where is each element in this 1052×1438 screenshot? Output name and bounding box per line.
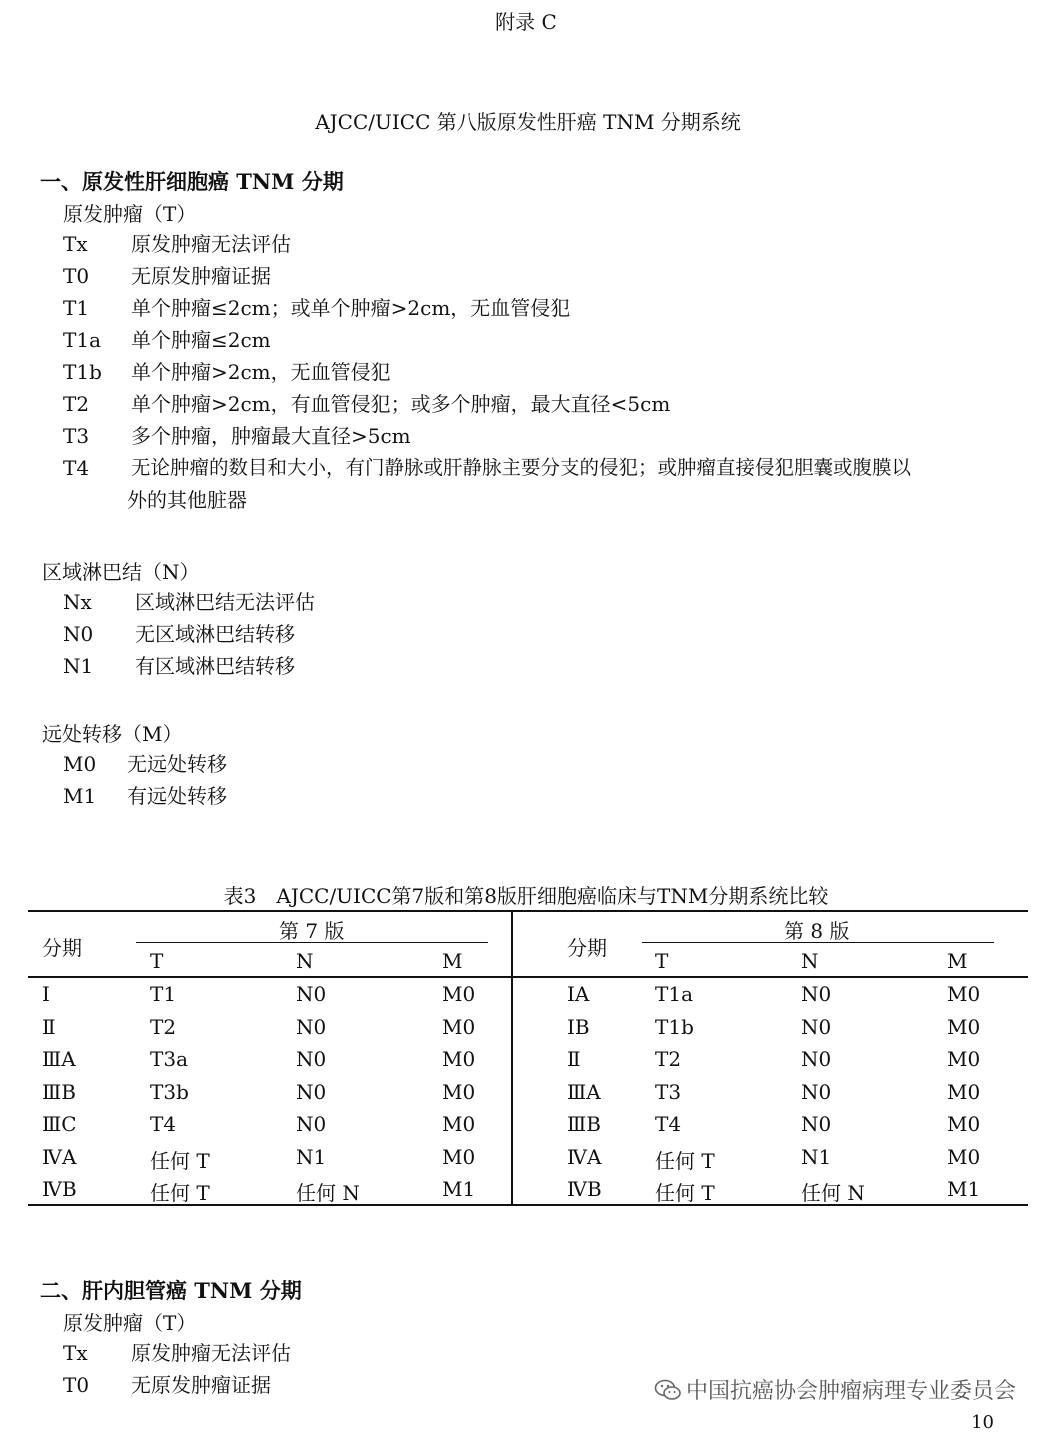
- table-center-divider: [511, 910, 513, 1206]
- right-cell: ⅢB: [567, 1112, 601, 1136]
- t-desc: 原发肿瘤无法评估: [131, 1341, 291, 1365]
- t-code: T1a: [63, 328, 101, 352]
- left-cell: M0: [442, 982, 476, 1006]
- right-col-n: N: [801, 949, 819, 973]
- left-cell: M0: [442, 1079, 476, 1104]
- right-cell: T2: [655, 1047, 682, 1071]
- right-cell: T1a: [655, 982, 693, 1006]
- document-title: AJCC/UICC 第八版原发性肝癌 TNM 分期系统: [315, 110, 741, 134]
- t-code: Tx: [63, 232, 88, 256]
- left-cell: M0: [442, 1047, 476, 1071]
- left-col-n: N: [296, 949, 314, 973]
- list-item: [63, 651, 563, 681]
- list-item: [63, 357, 1033, 387]
- right-cell: 任何 T: [655, 1148, 715, 1173]
- m-desc: 无远处转移: [127, 752, 227, 776]
- left-cell: T2: [150, 1014, 177, 1039]
- t-desc: 无原发肿瘤证据: [131, 1373, 271, 1397]
- list-item: [63, 293, 1033, 323]
- right-cell: N0: [801, 1079, 832, 1104]
- right-cell: T3: [655, 1079, 682, 1104]
- right-cell: T4: [655, 1112, 682, 1136]
- n-code: Nx: [63, 590, 92, 614]
- left-cell: 任何 N: [296, 1181, 360, 1205]
- right-cell: M0: [947, 1144, 981, 1169]
- t-code: T4: [63, 456, 90, 480]
- list-item-continuation: [63, 485, 1033, 515]
- right-cell: N0: [801, 1014, 832, 1039]
- right-cell: Ⅱ: [567, 1047, 581, 1071]
- t-desc: 单个肿瘤≤2cm；或单个肿瘤>2cm，无血管侵犯: [131, 296, 571, 320]
- list-item: [63, 229, 1033, 259]
- section1-n-list: [63, 587, 563, 681]
- n-desc: 有区域淋巴结转移: [135, 654, 295, 678]
- watermark-text: 中国抗癌协会肿瘤病理专业委员会: [685, 1379, 1016, 1404]
- section1-m-list: [63, 749, 563, 811]
- right-cell: T1b: [655, 1014, 694, 1039]
- right-cell: M0: [947, 1079, 981, 1104]
- section1-t-list: [63, 229, 1033, 515]
- left-col-t: T: [150, 949, 164, 973]
- table-caption: 表3 AJCC/UICC第7版和第8版肝细胞癌临床与TNM分期系统比较: [223, 884, 829, 908]
- right-cell: 任何 N: [801, 1181, 865, 1205]
- right-col-m: M: [947, 949, 968, 973]
- section1-t-title: 原发肿瘤（T）: [63, 202, 197, 226]
- left-cell: N0: [296, 1014, 327, 1039]
- t-desc: 无原发肿瘤证据: [131, 264, 271, 288]
- table-header-rule: [28, 976, 1028, 978]
- table-top-rule: [28, 910, 1028, 912]
- t-desc-continuation: 外的其他脏器: [127, 488, 247, 512]
- left-edition-header: 第 7 版: [279, 919, 345, 943]
- section2-t-list: [63, 1338, 563, 1400]
- left-cell: N0: [296, 1047, 327, 1071]
- list-item: [63, 619, 563, 649]
- right-cell: ⅢA: [567, 1079, 601, 1104]
- t-code: T0: [63, 264, 90, 288]
- left-cell: N0: [296, 1079, 327, 1104]
- n-desc: 区域淋巴结无法评估: [135, 590, 315, 614]
- right-cell: M1: [947, 1177, 981, 1201]
- right-cell: M0: [947, 1014, 981, 1039]
- left-cell: N0: [296, 1112, 327, 1136]
- t-desc: 单个肿瘤>2cm，无血管侵犯: [131, 360, 391, 384]
- left-cell: T3b: [150, 1079, 189, 1104]
- section2-t-title: 原发肿瘤（T）: [63, 1311, 197, 1335]
- list-item: [63, 453, 1033, 483]
- list-item: [63, 389, 1033, 419]
- right-col-t: T: [655, 949, 669, 973]
- right-cell: M0: [947, 1047, 981, 1071]
- left-cell: ⅢC: [42, 1112, 77, 1136]
- right-cell: 任何 T: [655, 1181, 715, 1205]
- right-edition-header: 第 8 版: [784, 919, 850, 943]
- section1-heading: 一、原发性肝细胞癌 TNM 分期: [40, 169, 344, 194]
- right-cell: M0: [947, 1112, 981, 1136]
- right-cell: N0: [801, 1047, 832, 1071]
- left-cell: Ⅰ: [42, 982, 50, 1006]
- left-cell: N1: [296, 1144, 327, 1169]
- right-cell: ⅣA: [567, 1144, 602, 1169]
- t-desc: 无论肿瘤的数目和大小，有门静脉或肝静脉主要分支的侵犯；或肿瘤直接侵犯胆囊或腹膜以: [131, 456, 912, 479]
- left-cell: N0: [296, 982, 327, 1006]
- n-code: N1: [63, 654, 94, 678]
- left-cell: ⅣB: [42, 1177, 77, 1201]
- section2-heading: 二、肝内胆管癌 TNM 分期: [40, 1278, 302, 1303]
- t-desc: 多个肿瘤，肿瘤最大直径>5cm: [131, 424, 411, 448]
- n-desc: 无区域淋巴结转移: [135, 622, 295, 646]
- left-cell: 任何 T: [150, 1148, 210, 1173]
- list-item: [63, 261, 1033, 291]
- m-desc: 有远处转移: [127, 784, 227, 808]
- list-item: [63, 781, 563, 811]
- t-code: Tx: [63, 1341, 88, 1365]
- watermark: [654, 1374, 1016, 1405]
- right-cell: ⅠA: [567, 982, 590, 1006]
- left-cell: M0: [442, 1014, 476, 1039]
- section1-n-title: 区域淋巴结（N）: [42, 560, 200, 584]
- list-item: [63, 421, 1033, 451]
- right-cell: N0: [801, 1112, 832, 1136]
- list-item: [63, 587, 563, 617]
- t-desc: 原发肿瘤无法评估: [131, 232, 291, 256]
- left-cell: M1: [442, 1177, 476, 1201]
- left-col-m: M: [442, 949, 463, 973]
- right-cell: ⅣB: [567, 1177, 602, 1201]
- list-item: [63, 1370, 563, 1400]
- t-code: T1: [63, 296, 90, 320]
- m-code: M1: [63, 784, 97, 808]
- t-code: T1b: [63, 360, 102, 384]
- left-cell: ⅣA: [42, 1144, 77, 1169]
- left-cell: T3a: [150, 1047, 188, 1071]
- left-cell: M0: [442, 1112, 476, 1136]
- staging-comparison-table: [28, 910, 1028, 1210]
- list-item: [63, 1338, 563, 1368]
- t-desc: 单个肿瘤>2cm，有血管侵犯；或多个肿瘤，最大直径<5cm: [131, 392, 671, 416]
- right-cell: N1: [801, 1144, 832, 1169]
- right-cell: ⅠB: [567, 1014, 590, 1039]
- right-cell: M0: [947, 982, 981, 1006]
- left-stage-header: 分期: [42, 936, 82, 960]
- right-stage-header: 分期: [567, 936, 607, 960]
- m-code: M0: [63, 752, 97, 776]
- left-cell: 任何 T: [150, 1181, 210, 1205]
- t-code: T3: [63, 424, 90, 448]
- left-cell: Ⅱ: [42, 1014, 56, 1039]
- appendix-label: 附录 C: [495, 10, 557, 34]
- page-number: 10: [971, 1412, 994, 1433]
- t-code: T0: [63, 1373, 90, 1397]
- wechat-icon: [654, 1379, 682, 1401]
- left-cell: T1: [150, 982, 177, 1006]
- left-cell: ⅢA: [42, 1047, 76, 1071]
- list-item: [63, 749, 563, 779]
- left-cell: ⅢB: [42, 1079, 76, 1104]
- left-cell: M0: [442, 1144, 476, 1169]
- t-desc: 单个肿瘤≤2cm: [131, 328, 271, 352]
- t-code: T2: [63, 392, 90, 416]
- list-item: [63, 325, 1033, 355]
- left-cell: T4: [150, 1112, 177, 1136]
- n-code: N0: [63, 622, 94, 646]
- section1-m-title: 远处转移（M）: [42, 722, 183, 746]
- right-cell: N0: [801, 982, 832, 1006]
